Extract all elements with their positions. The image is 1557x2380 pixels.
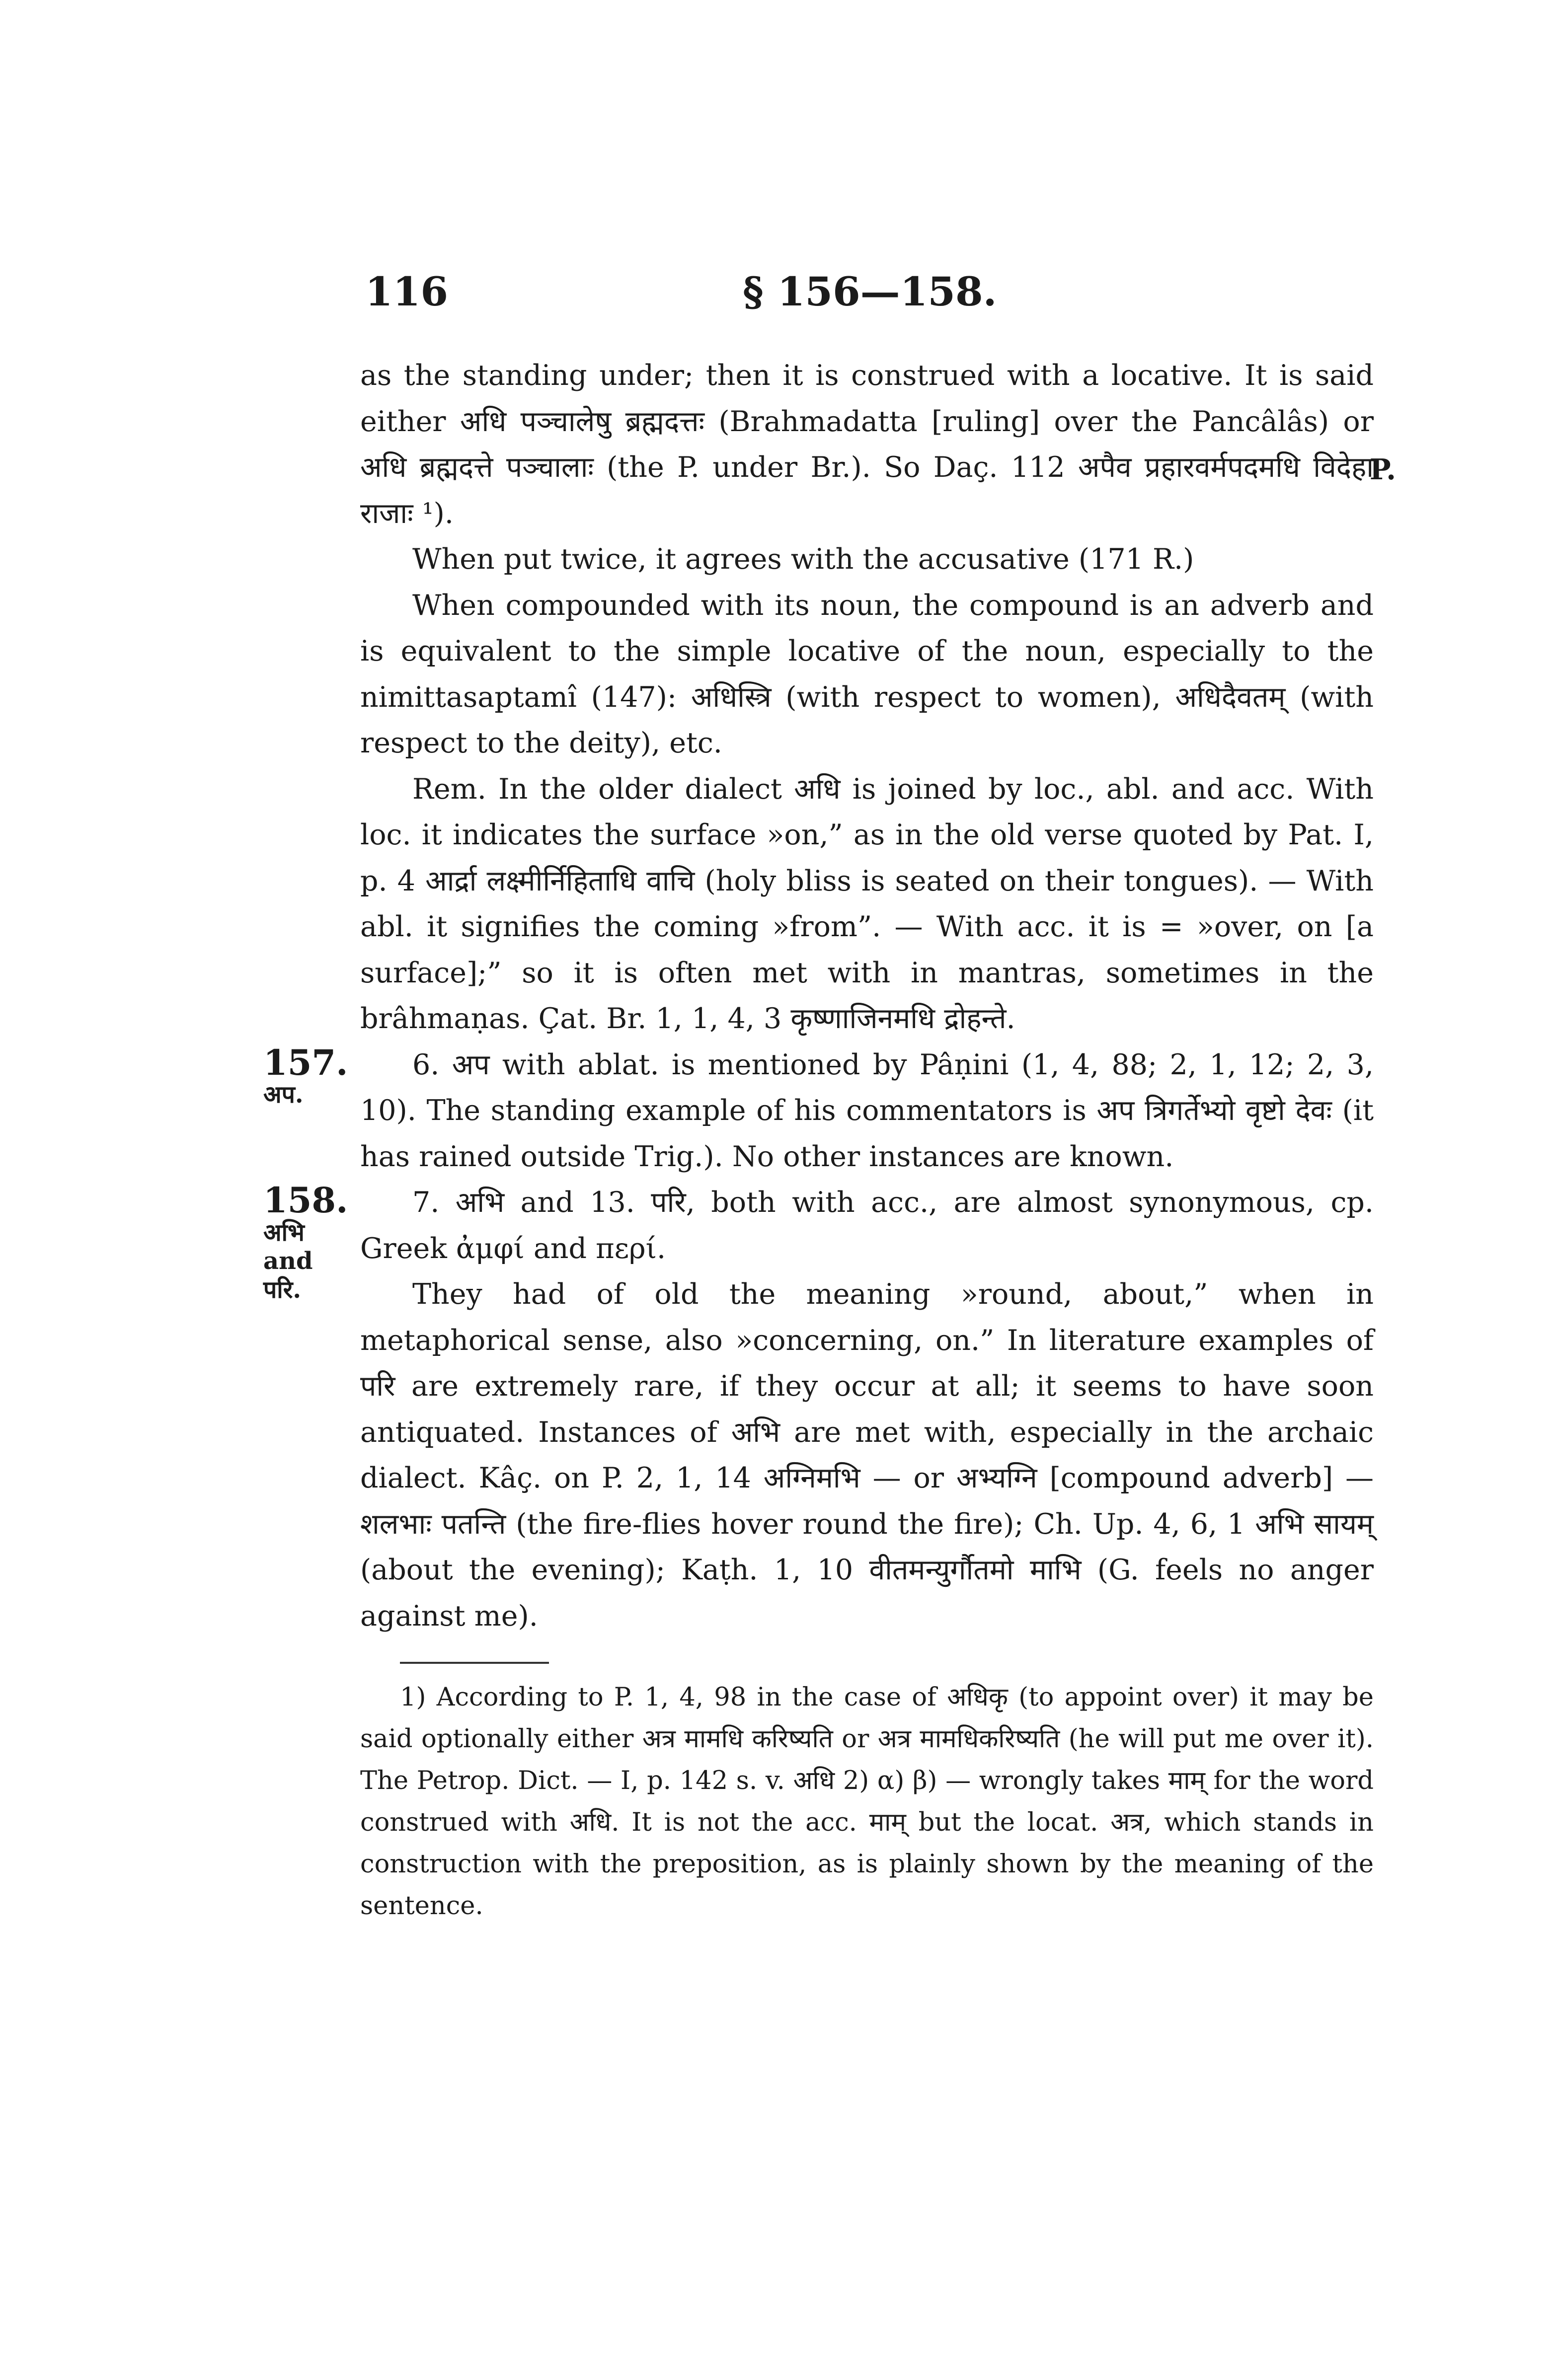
paragraph: Rem. In the older dialect अधि is joined by loc., abl. and acc. With loc. it indicates the surface »on,” as in the old verse quoted by Pat. I, p. 4 आर्द्रा लक्ष्मीर्निहिताधि वाचि (holy bliss is seated on their tongues). — With abl. it signifies the coming »from”. — With acc. it is = »over, on [a surface];” so it is often met with in mantras, sometimes in the brâhmaṇas. Çat. Br. 1, 1, 4, 3 कृष्णाजिनमधि द्रोहन्ते. — [360, 772, 1374, 1035]
section-marginal-157 — [263, 1041, 353, 1110]
page-number: 116 — [365, 268, 448, 315]
section-158 — [263, 1180, 1374, 1639]
section-marginal-158 — [263, 1182, 353, 1304]
paragraph: 6. अप with ablat. is mentioned by Pâṇini (1, 4, 88; 2, 1, 12; 2, 3, 10). The standing example of his commentators is अप त्रिगर्तेभ्यो वृष्टो देवः (it has rained outside Trig.). No other instances are known. — [360, 1048, 1374, 1173]
footnote-text: 1) According to P. 1, 4, 98 in the case of अधिकृ (to appoint over) it may be said optionally either अत्र मामधि करिष्यति or अत्र मामधिकरिष्यति (he will put me over it). The Petrop. Dict. — I, p. 142 s. v. अधि 2) α) β) — wrongly takes माम् for the word construed with अधि. It is not the acc. माम् but the locat. अत्र, which stands in construction with the preposition, as is plainly shown by the meaning of the sentence. — [360, 1683, 1374, 1921]
section-156-continued — [360, 353, 1396, 1042]
section-157 — [263, 1041, 1374, 1180]
paragraph: 7. अभि and 13. परि, both with acc., are almost synonymous, cp. Greek ἀμφί and περί. — [360, 1186, 1374, 1265]
section-number: 158. — [263, 1180, 348, 1221]
paragraph: as the standing under; then it is construed with a locative. It is said either अधि पञ्चालेषु ब्रह्मदत्तः (Brahmadatta [ruling] over the Pancâlâs) or अधि ब्रह्मदत्ते पञ्चालाः (the P. under Br.). So Daç. 112 अपैव प्रहारवर्मपदमधि विदेहा राजाः ¹). — [360, 359, 1374, 530]
body-text — [263, 353, 1396, 1927]
footnote — [360, 1677, 1374, 1927]
margin-p-mark: P. — [1369, 453, 1396, 486]
footnote-divider — [400, 1662, 549, 1664]
paragraph: When compounded with its noun, the compound is an adverb and is equivalent to the simple locative of the noun, especially to the nimittasaptamî (147): अधिस्त्रि (with respect to women), अधिदैवतम् (with respect to the deity), etc. — [360, 589, 1374, 759]
section-range: § 156—158. — [743, 268, 997, 315]
section-number: 157. — [263, 1041, 348, 1083]
paragraph: They had of old the meaning »round, about,” when in metaphorical sense, also »concerning, on.” In literature examples of परि are extremely rare, if they occur at all; it seems to have soon antiquated. Instances of अभि are met with, especially in the archaic dialect. Kâç. on P. 2, 1, 14 अग्निमभि — or अभ्यग्नि [compound adverb] — शलभाः पतन्ति (the fire-flies hover round the fire); Ch. Up. 4, 6, 1 अभि सायम् (about the evening); Kaṭh. 1, 10 वीतमन्युर्गौतमो माभि (G. feels no anger against me). — [360, 1278, 1374, 1633]
section-label: अप. — [263, 1081, 304, 1109]
section-label: अभि and परि. — [263, 1218, 313, 1304]
paragraph: When put twice, it agrees with the accusative (171 R.) — [412, 543, 1194, 576]
